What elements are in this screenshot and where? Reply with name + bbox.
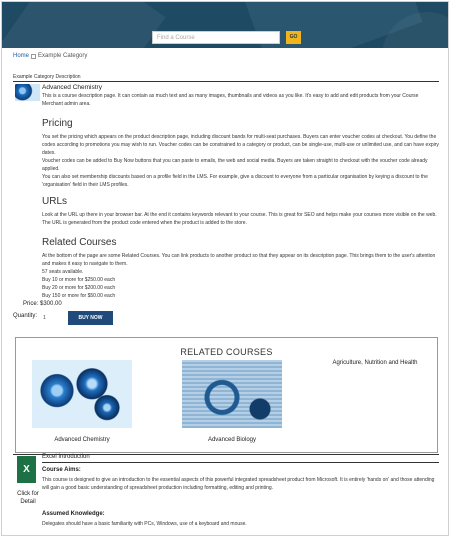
- header-banner: [2, 2, 449, 48]
- discount-band: Buy 10 or more for $250.00 each: [42, 277, 116, 283]
- related-course-link[interactable]: Agriculture, Nutrition and Health: [332, 360, 418, 366]
- excel-course-title[interactable]: Excel Introduction: [42, 454, 90, 460]
- course-title: Advanced Chemistry: [42, 84, 102, 91]
- click-for-detail-link[interactable]: Click for Detail: [17, 491, 39, 505]
- pricing-paragraph: Voucher codes can be added to Buy Now buttons that you can paste to emails, the web and social media. Buyers are taken straight to checkout with the voucher code already applied.: [42, 158, 428, 172]
- breadcrumb-separator-icon: [31, 54, 36, 59]
- pricing-heading: Pricing: [42, 118, 73, 129]
- related-course-link[interactable]: Advanced Biology: [207, 437, 257, 443]
- buy-now-button[interactable]: BUY NOW: [68, 311, 113, 325]
- divider: [42, 462, 439, 463]
- quantity-label: Quantity:: [13, 313, 38, 319]
- divider: [13, 81, 439, 82]
- breadcrumb-home-link[interactable]: Home: [13, 53, 30, 59]
- course-description: This is a course description page. It can contain as much text and as many images, thumbnails and videos as you like. It's easy to add and edit products from your Course Merchant admin area.: [42, 93, 419, 107]
- search-go-button[interactable]: GO: [286, 31, 301, 44]
- search-input[interactable]: Find a Course: [152, 31, 280, 44]
- related-courses-title: RELATED COURSES: [180, 347, 273, 357]
- related-courses-heading: Related Courses: [42, 237, 117, 248]
- excel-icon[interactable]: X: [17, 456, 36, 483]
- page: [1, 1, 449, 536]
- pricing-paragraph: You can also set membership discounts based on a profile field in the LMS. For example, give a discount to everyone from a particular organisation by keying a discount to the 'organisation' field in their LMS profiles.: [42, 174, 428, 188]
- assumed-knowledge-section: [42, 511, 440, 528]
- related-courses-paragraph: At the bottom of the page are some Related Courses. You can link products to another product so that they appear on its description page. This brings them to the user's attention and makes it easy to navigate to them.: [42, 253, 436, 267]
- related-course-link[interactable]: Advanced Chemistry: [54, 437, 110, 443]
- pricing-section: [42, 118, 442, 189]
- urls-heading: URLs: [42, 196, 68, 207]
- course-aims-section: [42, 467, 440, 492]
- assumed-knowledge-text: Delegates should have a basic familiarity with PCs, Windows, use of a keyboard and mouse.: [42, 521, 247, 527]
- assumed-knowledge-heading: Assumed Knowledge:: [42, 511, 105, 517]
- breadcrumb-current: Example Category: [38, 53, 88, 59]
- related-courses-section: [42, 237, 442, 300]
- pricing-paragraph: You set the pricing which appears on the product description page, including discount bands for multi-seat purchases. Buyers can enter voucher codes at checkout. You define the codes according to promotions you may wish to run. Voucher codes can be constrained to a category or product, can be single-use, multi-use or unlimited use, and can have expiry dates.: [42, 134, 439, 156]
- discount-band: Buy 150 or more for $50.00 each: [42, 293, 116, 299]
- category-description-label: Example Category Description: [13, 74, 81, 80]
- banner-decoration: [2, 2, 166, 48]
- urls-paragraph: Look at the URL up there in your browser bar. At the end it contains keywords relevant to your course. This is great for SEO and helps make your courses more visible on the web. The URL is generated from the product code entered when the product is added to the store.: [42, 212, 437, 226]
- related-course-image-biology[interactable]: [182, 360, 282, 428]
- quantity-input[interactable]: 1: [43, 315, 46, 321]
- urls-section: [42, 196, 442, 227]
- course-aims-heading: Course Aims:: [42, 467, 81, 473]
- discount-band: Buy 20 or more for $200.00 each: [42, 285, 116, 291]
- related-course-image-chemistry[interactable]: [32, 360, 132, 428]
- price: Price: $300.00: [23, 301, 62, 307]
- course-aims-text: This course is designed to give an introduction to the essential aspects of this powerful integrated spreadsheet product from Microsoft. It is entirely 'hands on' and those attending will gain a good basic understanding of spreadsheet production including formatting, editing and printing.: [42, 477, 435, 491]
- course-thumbnail: [15, 84, 40, 101]
- related-courses-box: [15, 337, 438, 453]
- seats-available: 57 seats available.: [42, 269, 84, 275]
- breadcrumb: [13, 53, 87, 59]
